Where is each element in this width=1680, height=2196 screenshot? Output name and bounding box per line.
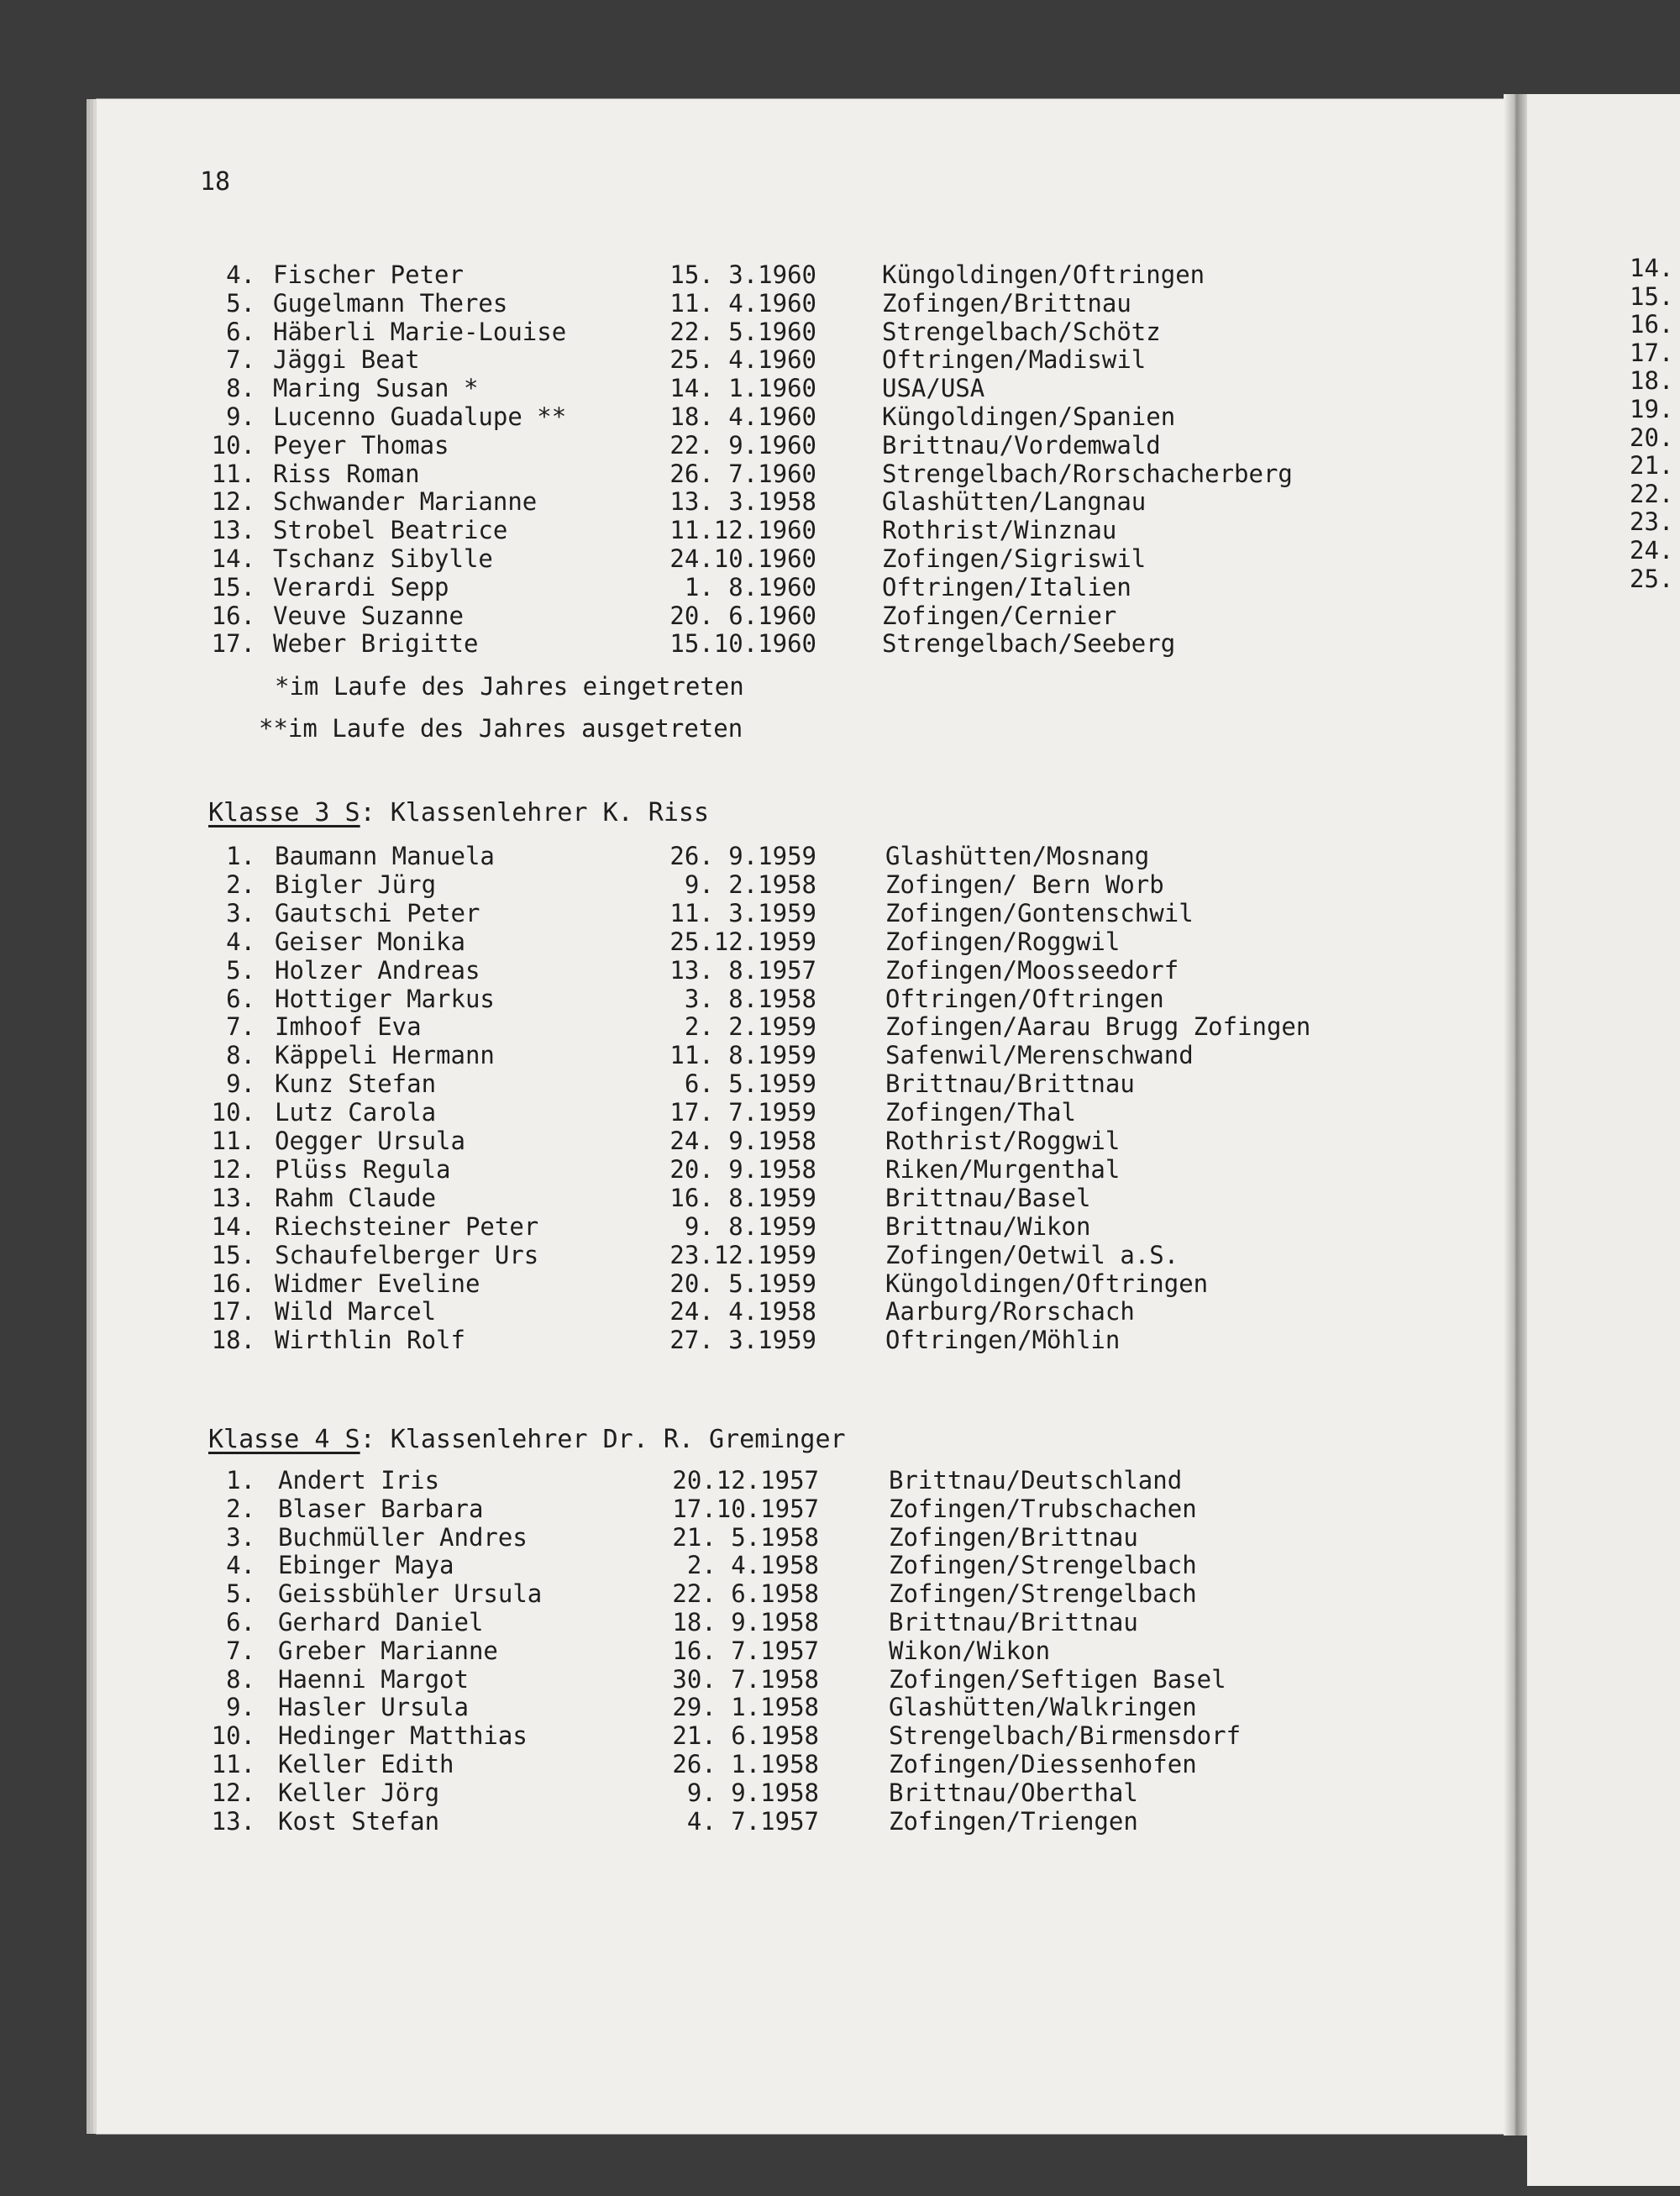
student-number: 10.	[211, 430, 255, 460]
place: Zofingen/Gontenschwil	[885, 898, 1194, 927]
student-name: Keller Edith	[278, 1750, 454, 1778]
birth-date: 4. 7.1957	[686, 1806, 819, 1836]
student-name: Hasler Ursula	[278, 1693, 469, 1722]
student-number: 8.	[226, 1041, 255, 1070]
place: USA/USA	[882, 374, 985, 403]
student-name: Andert Iris	[278, 1466, 440, 1495]
birth-date: 26. 7.1960	[669, 459, 816, 488]
birth-date: 16. 7.1957	[672, 1636, 819, 1665]
place: Oftringen/Madiswil	[882, 345, 1147, 375]
klasse4-heading	[208, 1425, 846, 1454]
student-number: 6.	[226, 1608, 255, 1636]
right-page-list-number: 17.	[1630, 338, 1674, 367]
student-number: 4.	[226, 260, 255, 289]
student-number: 13.	[211, 1183, 255, 1212]
place: Zofingen/Brittnau	[889, 1522, 1138, 1552]
student-name: Veuve Suzanne	[273, 601, 464, 630]
right-page-list-number: 24.	[1630, 536, 1674, 565]
student-name: Lutz Carola	[275, 1098, 437, 1127]
student-number: 12.	[211, 1154, 255, 1184]
student-number: 5.	[226, 955, 255, 985]
student-name: Widmer Eveline	[275, 1269, 480, 1298]
student-number: 1.	[226, 842, 255, 870]
student-name: Buchmüller Andres	[278, 1522, 528, 1552]
birth-date: 21. 6.1958	[672, 1721, 819, 1751]
place: Zofingen/Brittnau	[882, 288, 1131, 318]
birth-date: 24.10.1960	[669, 544, 816, 573]
birth-date: 30. 7.1958	[672, 1664, 819, 1694]
birth-date: 24. 9.1958	[669, 1127, 816, 1155]
student-name: Häberli Marie-Louise	[273, 317, 567, 346]
birth-date: 23.12.1959	[669, 1240, 816, 1269]
birth-date: 15.10.1960	[669, 629, 816, 659]
place: Küngoldingen/Spanien	[882, 402, 1176, 431]
student-number: 17.	[211, 1297, 255, 1327]
birth-date: 25.12.1959	[669, 927, 816, 956]
student-number: 8.	[226, 1664, 255, 1694]
right-page-list-number: 21.	[1630, 451, 1674, 481]
place: Aarburg/Rorschach	[885, 1297, 1135, 1327]
birth-date: 24. 4.1958	[669, 1297, 816, 1327]
student-name: Holzer Andreas	[275, 955, 480, 985]
student-number: 13.	[211, 1806, 255, 1836]
student-name: Keller Jörg	[278, 1778, 440, 1807]
student-number: 16.	[211, 601, 255, 630]
birth-date: 16. 8.1959	[669, 1183, 816, 1212]
place: Zofingen/Aarau Brugg Zofingen	[885, 1012, 1311, 1042]
student-number: 5.	[226, 288, 255, 318]
student-name: Riss Roman	[273, 459, 420, 488]
place: Zofingen/Roggwil	[885, 927, 1121, 956]
student-name: Baumann Manuela	[275, 842, 495, 870]
student-number: 7.	[226, 345, 255, 375]
place: Rothrist/Roggwil	[885, 1127, 1121, 1155]
place: Rothrist/Winznau	[882, 516, 1117, 545]
right-page-list-number: 14.	[1630, 254, 1674, 282]
place: Küngoldingen/Oftringen	[885, 1269, 1209, 1298]
student-name: Blaser Barbara	[278, 1494, 484, 1523]
student-number: 8.	[226, 374, 255, 403]
place: Zofingen/Diessenhofen	[889, 1750, 1197, 1778]
student-number: 9.	[226, 1693, 255, 1722]
student-name: Fischer Peter	[273, 260, 464, 289]
place: Zofingen/Cernier	[882, 601, 1117, 630]
student-name: Hottiger Markus	[275, 984, 495, 1013]
birth-date: 2. 2.1959	[684, 1012, 816, 1042]
klasse3-heading	[208, 798, 709, 827]
place: Zofingen/Sigriswil	[882, 544, 1147, 573]
right-page-list-number: 22.	[1630, 479, 1674, 508]
place: Zofingen/Strengelbach	[889, 1579, 1197, 1609]
student-number: 9.	[226, 1069, 255, 1099]
student-number: 15.	[211, 1240, 255, 1269]
student-name: Peyer Thomas	[273, 430, 449, 460]
student-number: 3.	[226, 898, 255, 927]
place: Zofingen/Triengen	[889, 1806, 1138, 1836]
student-name: Kunz Stefan	[275, 1069, 437, 1099]
birth-date: 17.10.1957	[672, 1494, 819, 1523]
birth-date: 11.12.1960	[669, 516, 816, 545]
student-name: Geiser Monika	[275, 927, 465, 956]
birth-date: 14. 1.1960	[669, 374, 816, 403]
birth-date: 29. 1.1958	[672, 1693, 819, 1722]
right-page-list-number: 18.	[1630, 366, 1674, 396]
page-number: 18	[200, 167, 231, 197]
birth-date: 20. 6.1960	[669, 601, 816, 630]
place: Oftringen/Oftringen	[885, 984, 1164, 1013]
birth-date: 3. 8.1958	[684, 984, 816, 1013]
student-number: 14.	[211, 1211, 255, 1241]
student-name: Kost Stefan	[278, 1806, 440, 1836]
student-name: Jäggi Beat	[273, 345, 420, 375]
right-page-list-number: 25.	[1630, 564, 1674, 593]
birth-date: 20. 9.1958	[669, 1154, 816, 1184]
place: Brittnau/Oberthal	[889, 1778, 1138, 1807]
student-name: Rahm Claude	[275, 1183, 437, 1212]
birth-date: 18. 4.1960	[669, 402, 816, 431]
birth-date: 1. 8.1960	[684, 572, 816, 602]
student-name: Wirthlin Rolf	[275, 1326, 465, 1355]
student-number: 12.	[211, 1778, 255, 1807]
student-name: Hedinger Matthias	[278, 1721, 528, 1751]
birth-date: 17. 7.1959	[669, 1098, 816, 1127]
place: Strengelbach/Birmensdorf	[889, 1721, 1242, 1751]
right-page-list-number: 20.	[1630, 423, 1674, 452]
student-number: 2.	[226, 1494, 255, 1523]
place: Oftringen/Möhlin	[885, 1326, 1121, 1355]
birth-date: 2. 4.1958	[686, 1551, 819, 1580]
right-page-list-number: 19.	[1630, 395, 1674, 423]
student-number: 17.	[211, 629, 255, 659]
place: Brittnau/Deutschland	[889, 1466, 1183, 1495]
place: Zofingen/Oetwil a.S.	[885, 1240, 1179, 1269]
student-name: Gerhard Daniel	[278, 1608, 484, 1636]
place: Brittnau/Basel	[885, 1183, 1091, 1212]
birth-date: 9. 9.1958	[686, 1778, 819, 1807]
student-name: Plüss Regula	[275, 1154, 451, 1184]
birth-date: 9. 8.1959	[684, 1211, 816, 1241]
student-name: Oegger Ursula	[275, 1127, 465, 1155]
klasse3-title: Klasse 3 S	[208, 798, 360, 827]
birth-date: 26. 9.1959	[669, 842, 816, 870]
student-name: Gugelmann Theres	[273, 288, 508, 318]
student-name: Verardi Sepp	[273, 572, 449, 602]
birth-date: 11. 3.1959	[669, 898, 816, 927]
place: Brittnau/Vordemwald	[882, 430, 1161, 460]
right-page-list-number: 23.	[1630, 507, 1674, 537]
place: Strengelbach/Seeberg	[882, 629, 1176, 659]
student-name: Ebinger Maya	[278, 1551, 454, 1580]
birth-date: 13. 8.1957	[669, 955, 816, 985]
birth-date: 21. 5.1958	[672, 1522, 819, 1552]
place: Riken/Murgenthal	[885, 1154, 1121, 1184]
birth-date: 15. 3.1960	[669, 260, 816, 289]
student-name: Tschanz Sibylle	[273, 544, 493, 573]
student-number: 3.	[226, 1522, 255, 1552]
student-number: 1.	[226, 1466, 255, 1495]
place: Brittnau/Brittnau	[889, 1608, 1138, 1636]
student-name: Gautschi Peter	[275, 898, 480, 927]
klasse4-title: Klasse 4 S	[208, 1425, 360, 1454]
student-number: 12.	[211, 487, 255, 517]
student-number: 18.	[211, 1326, 255, 1355]
birth-date: 9. 2.1958	[684, 869, 816, 899]
place: Glashütten/Mosnang	[885, 842, 1150, 870]
birth-date: 20.12.1957	[672, 1466, 819, 1495]
place: Zofingen/Thal	[885, 1098, 1076, 1127]
birth-date: 22. 5.1960	[669, 317, 816, 346]
student-number: 10.	[211, 1721, 255, 1751]
student-name: Weber Brigitte	[273, 629, 479, 659]
student-name: Imhoof Eva	[275, 1012, 422, 1042]
student-name: Wild Marcel	[275, 1297, 437, 1327]
student-number: 11.	[211, 1750, 255, 1778]
student-name: Haenni Margot	[278, 1664, 469, 1694]
student-name: Geissbühler Ursula	[278, 1579, 543, 1609]
place: Strengelbach/Rorschacherberg	[882, 459, 1293, 488]
place: Brittnau/Wikon	[885, 1211, 1091, 1241]
student-name: Greber Marianne	[278, 1636, 498, 1665]
student-name: Käppeli Hermann	[275, 1041, 495, 1070]
place: Zofingen/Moosseedorf	[885, 955, 1179, 985]
right-page-list-number: 15.	[1630, 281, 1674, 311]
klasse3-teacher: : Klassenlehrer K. Riss	[360, 798, 710, 827]
student-number: 7.	[226, 1012, 255, 1042]
place: Safenwil/Merenschwand	[885, 1041, 1194, 1070]
place: Brittnau/Brittnau	[885, 1069, 1135, 1099]
student-name: Bigler Jürg	[275, 869, 437, 899]
student-name: Riechsteiner Peter	[275, 1211, 539, 1241]
birth-date: 25. 4.1960	[669, 345, 816, 375]
birth-date: 27. 3.1959	[669, 1326, 816, 1355]
place: Zofingen/Strengelbach	[889, 1551, 1197, 1580]
birth-date: 13. 3.1958	[669, 487, 816, 517]
student-number: 2.	[226, 869, 255, 899]
place: Zofingen/Seftigen Basel	[889, 1664, 1226, 1694]
birth-date: 18. 9.1958	[672, 1608, 819, 1636]
place: Glashütten/Langnau	[882, 487, 1147, 517]
student-number: 5.	[226, 1579, 255, 1609]
place: Wikon/Wikon	[889, 1636, 1051, 1665]
student-name: Maring Susan *	[273, 374, 479, 403]
klasse4-teacher: : Klassenlehrer Dr. R. Greminger	[360, 1425, 846, 1454]
book-gutter	[1504, 94, 1527, 2136]
right-page-list-number: 16.	[1630, 310, 1674, 339]
student-number: 11.	[211, 459, 255, 488]
student-name: Lucenno Guadalupe **	[273, 402, 567, 431]
birth-date: 22. 6.1958	[672, 1579, 819, 1609]
birth-date: 22. 9.1960	[669, 430, 816, 460]
student-number: 13.	[211, 516, 255, 545]
student-number: 4.	[226, 927, 255, 956]
student-number: 16.	[211, 1269, 255, 1298]
student-name: Schaufelberger Urs	[275, 1240, 539, 1269]
student-number: 11.	[211, 1127, 255, 1155]
student-number: 9.	[226, 402, 255, 431]
place: Zofingen/Trubschachen	[889, 1494, 1197, 1523]
note-entered: *im Laufe des Jahres eingetreten	[275, 672, 744, 701]
place: Oftringen/Italien	[882, 572, 1131, 602]
birth-date: 26. 1.1958	[672, 1750, 819, 1778]
place: Küngoldingen/Oftringen	[882, 260, 1205, 289]
student-number: 6.	[226, 984, 255, 1013]
birth-date: 20. 5.1959	[669, 1269, 816, 1298]
place: Strengelbach/Schötz	[882, 317, 1161, 346]
student-number: 7.	[226, 1636, 255, 1665]
student-number: 10.	[211, 1098, 255, 1127]
birth-date: 11. 4.1960	[669, 288, 816, 318]
student-name: Strobel Beatrice	[273, 516, 508, 545]
student-number: 15.	[211, 572, 255, 602]
student-number: 4.	[226, 1551, 255, 1580]
birth-date: 6. 5.1959	[684, 1069, 816, 1099]
note-left: **im Laufe des Jahres ausgetreten	[259, 714, 743, 743]
student-number: 6.	[226, 317, 255, 346]
place: Zofingen/ Bern Worb	[885, 869, 1164, 899]
student-name: Schwander Marianne	[273, 487, 538, 517]
birth-date: 11. 8.1959	[669, 1041, 816, 1070]
place: Glashütten/Walkringen	[889, 1693, 1197, 1722]
student-number: 14.	[211, 544, 255, 573]
